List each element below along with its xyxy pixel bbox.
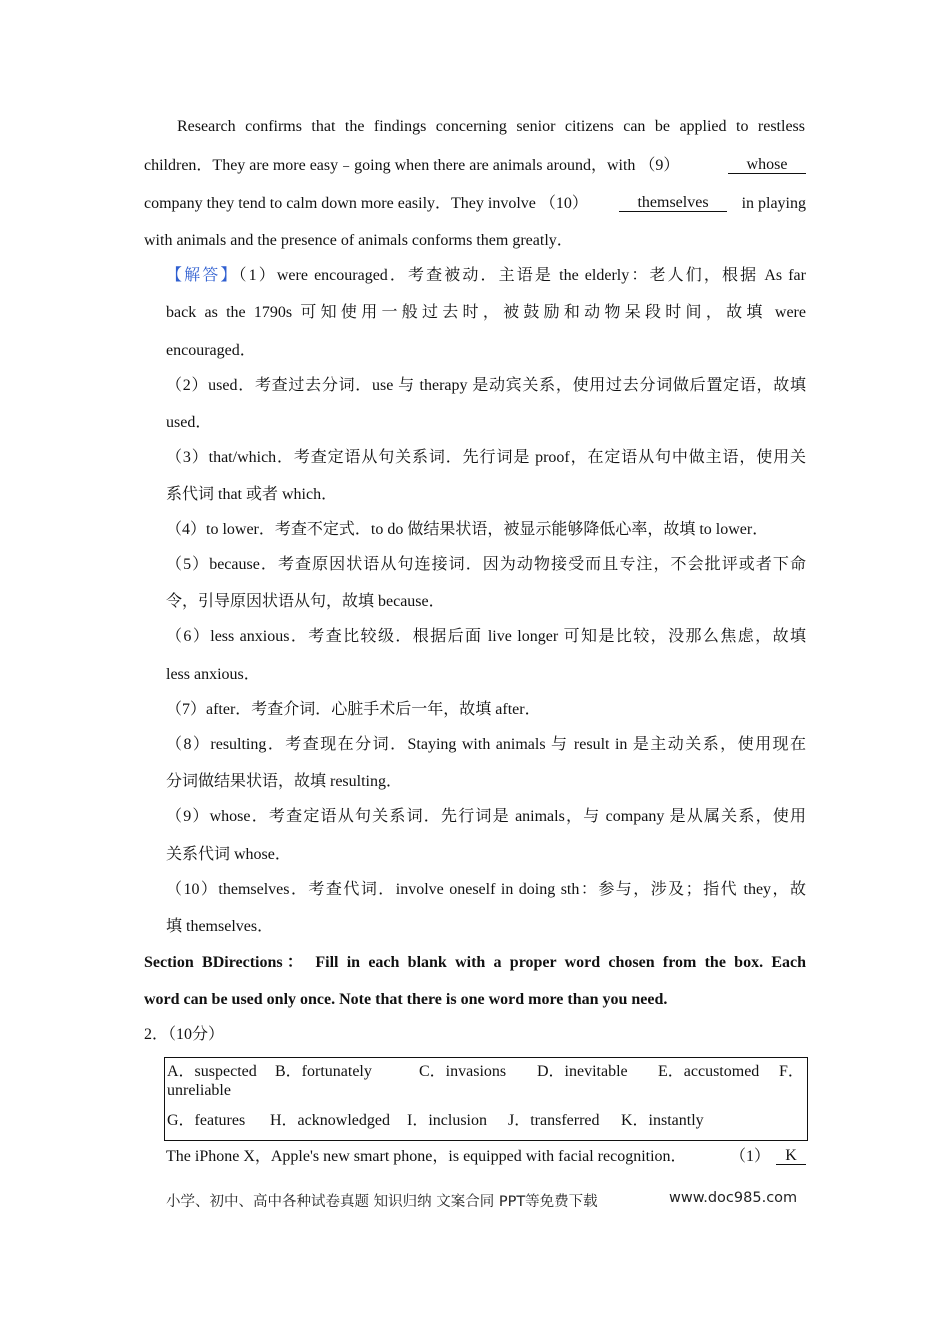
- option-j: J．transferred: [508, 1112, 600, 1129]
- section-b-directions-line-2: word can be used only once. Note that there is one word more than you need.: [144, 991, 668, 1008]
- answer-item-6-line-2: less anxious．: [166, 666, 260, 683]
- passage-line-3: [144, 194, 806, 214]
- passage-line-3-text: company they tend to calm down more easily．They involve （10）: [144, 195, 588, 212]
- passage-line-2-text: children．They are more easy﹣going when there are animals around，with （9）: [144, 157, 680, 174]
- footer-url[interactable]: www.doc985.com: [669, 1190, 798, 1206]
- passage2-line-1: [166, 1147, 806, 1167]
- answer-item-4-line-1: （4）to lower．考查不定式．to do 做结果状语，被显示能够降低心率，故填 to lower．: [166, 521, 769, 538]
- answer-item-5-line-1: （5）because．考查原因状语从句连接词．因为动物接受而且专注，不会批评或者下命: [166, 556, 806, 573]
- answer-item-1-line-1: [166, 266, 806, 286]
- answer-item-5-line-2: 令，引导原因状语从句，故填 because．: [166, 593, 445, 610]
- option-k: K．instantly: [621, 1112, 704, 1129]
- option-h: H．acknowledged: [270, 1112, 390, 1129]
- option-g: G．features: [167, 1112, 246, 1129]
- answer-item-8-line-1: （8）resulting．考查现在分词．Staying with animals 与 result in 是主动关系，使用现在: [166, 736, 806, 753]
- option-e: E．accustomed: [658, 1063, 760, 1080]
- answer-item-8-line-2: 分词做结果状语，故填 resulting．: [166, 773, 402, 790]
- answer-label: 【解答】: [166, 267, 239, 284]
- option-d: D．inevitable: [537, 1063, 628, 1080]
- question-number: 2．（10分）: [144, 1026, 225, 1043]
- passage2-blank-number: （1）: [730, 1148, 771, 1165]
- passage-line-4: with animals and the presence of animals conforms them greatly．: [144, 232, 573, 249]
- passage-line-3-end: in playing: [741, 195, 806, 212]
- answer-item-7-line-1: （7）after．考查介词．心脏手术后一年，故填 after．: [166, 701, 541, 718]
- footer-text: 小学、初中、高中各种试卷真题 知识归纳 文案合同 PPT等免费下载: [166, 1194, 598, 1210]
- option-f-word: unreliable: [167, 1082, 231, 1099]
- answer-blank-10: themselves: [619, 194, 727, 212]
- answer-item-1-text: （1）were encouraged．考查被动．主语是 the elderly：老人们，根据 As far: [238, 267, 806, 284]
- passage-line-2: [144, 156, 806, 176]
- option-i: I．inclusion: [407, 1112, 487, 1129]
- answer-item-3-line-2: 系代词 that 或者 which．: [166, 486, 338, 503]
- answer-item-3-line-1: （3）that/which．考查定语从句关系词．先行词是 proof，在定语从句中做主语，使用关: [166, 449, 806, 466]
- answer-item-6-line-1: （6）less anxious．考查比较级．根据后面 live longer 可知是比较，没那么焦虑，故填: [166, 628, 806, 645]
- option-c: C．invasions: [419, 1063, 507, 1080]
- option-f: F．: [779, 1063, 804, 1080]
- answer-item-9-line-1: （9）whose．考查定语从句关系词．先行词是 animals，与 company 是从属关系，使用: [166, 808, 806, 825]
- answer-item-10-line-1: （10）themselves．考查代词．involve oneself in doing sth：参与，涉及；指代 they，故: [166, 881, 806, 898]
- option-a: A．suspected: [167, 1063, 257, 1080]
- answer-item-10-line-2: 填 themselves．: [166, 918, 274, 935]
- answer-item-9-line-2: 关系代词 whose．: [166, 846, 291, 863]
- passage-line-1: Research confirms that the findings concerning senior citizens can be applied to restless: [177, 118, 805, 135]
- answer-item-2-line-2: used．: [166, 414, 212, 431]
- option-b: B．fortunately: [275, 1063, 372, 1080]
- answer-blank-9: whose: [728, 156, 806, 174]
- answer-blank-1: K: [776, 1147, 806, 1165]
- passage2-text: The iPhone X，Apple's new smart phone，is equipped with facial recognition．: [166, 1148, 687, 1165]
- word-options-box: [164, 1057, 808, 1141]
- answer-item-1-line-2: back as the 1790s 可知使用一般过去时，被鼓励和动物呆段时间，故填 were: [166, 304, 806, 321]
- section-b-directions-line-1: Section BDirections： Fill in each blank with a proper word chosen from the box. Each: [144, 954, 806, 971]
- answer-item-2-line-1: （2）used．考查过去分词．use 与 therapy 是动宾关系，使用过去分词做后置定语，故填: [166, 377, 806, 394]
- answer-item-1-line-3: encouraged．: [166, 342, 256, 359]
